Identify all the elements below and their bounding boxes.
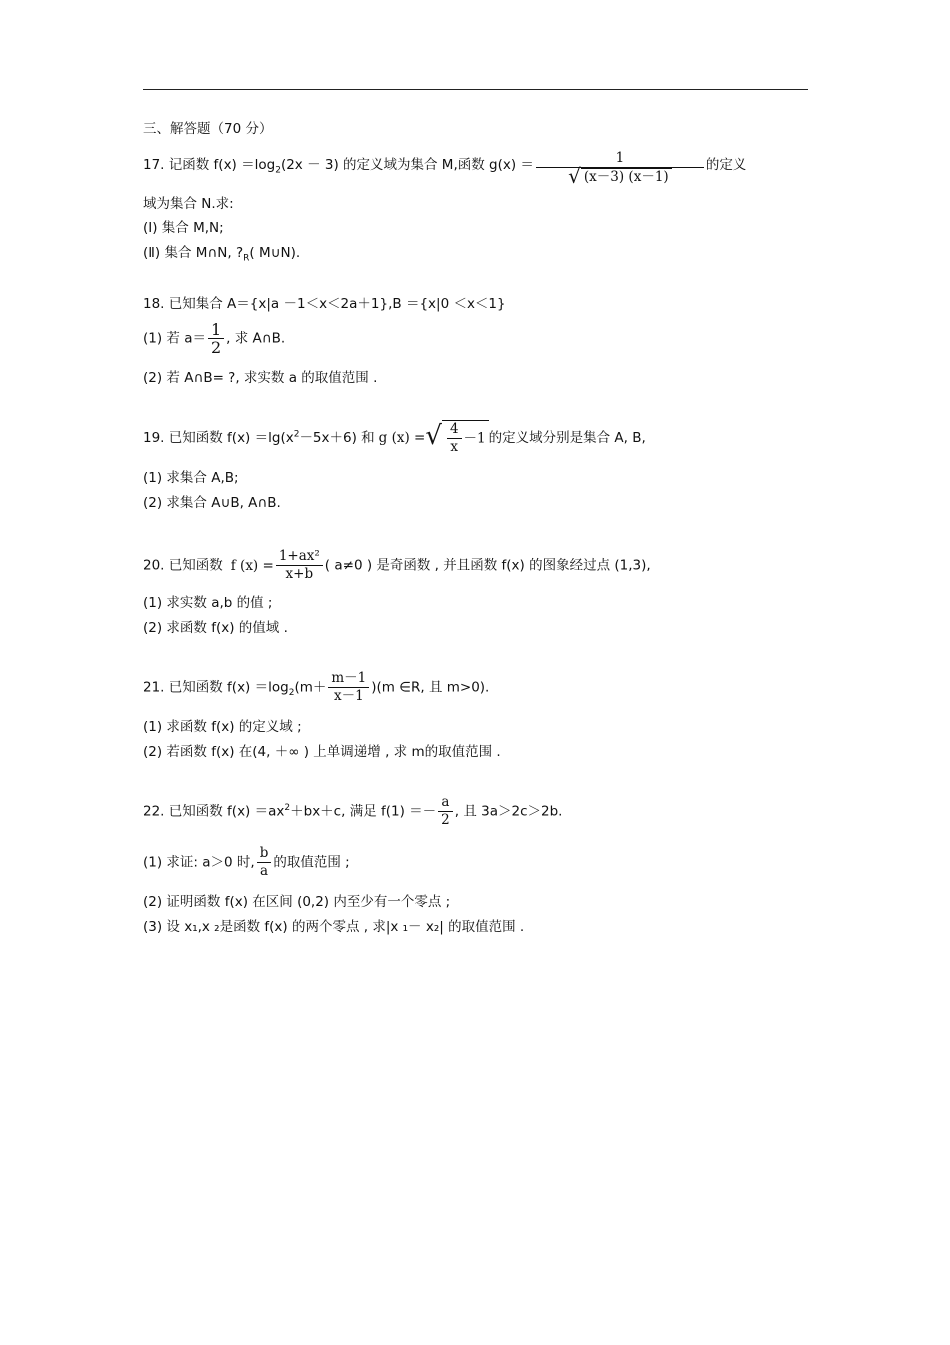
q21-part-1: (1) 求函数 f(x) 的定义域 ; [143, 719, 302, 735]
q19-stem-b: －5x＋6) 和 [299, 430, 375, 446]
q22-part-1-a: (1) 求证: a＞0 时, [143, 854, 255, 871]
q19-sqrt-tail: －1 [463, 430, 486, 447]
q17-part-2 [143, 244, 300, 268]
q20-stem [143, 548, 651, 583]
q17-part-1: (Ⅰ) 集合 M,N; [143, 220, 224, 236]
q21-frac-den: x－1 [333, 688, 364, 704]
q17-fraction [536, 150, 704, 186]
q19-part-1: (1) 求集合 A,B; [143, 470, 239, 486]
top-rule [143, 89, 808, 90]
q19-sqrt-body [442, 420, 489, 456]
q22-p1-frac-den: a [260, 863, 269, 879]
q21-log-base: 2 [288, 688, 295, 699]
q20-f-label: f (x) = [230, 557, 274, 574]
q22-frac-num: a [438, 794, 453, 812]
q17-part-2-a: (Ⅱ) 集合 M∩N, ? [143, 245, 244, 261]
q22-exp: 2 [284, 803, 291, 813]
q22-stem [143, 794, 562, 829]
q20-frac-den: x+b [285, 566, 314, 582]
q21-fraction [328, 670, 369, 705]
q18-part-1-b: , 求 A∩B. [226, 330, 286, 347]
q20-stem-a: 20. 已知函数 [143, 557, 223, 574]
q19-frac-num: 4 [447, 421, 462, 439]
q18-frac-den: 2 [210, 338, 222, 357]
q19-frac-den: x [450, 439, 459, 455]
q17-stem-d: 域为集合 N.求: [143, 196, 234, 212]
q17-stem-b: (2x － 3) 的定义域为集合 M,函数 g(x) ＝ [280, 157, 534, 173]
q17-part-2-b: ( M∪N). [249, 245, 301, 261]
q20-stem-b: ( a≠0 ) 是奇函数 , 并且函数 f(x) 的图象经过点 (1,3), [324, 557, 651, 574]
q22-frac-den: 2 [441, 812, 450, 828]
q22-p1-frac-num: b [257, 845, 272, 863]
q19-stem [143, 420, 646, 456]
q19-exp: 2 [293, 429, 300, 440]
q18-stem: 18. 已知集合 A＝{x|a －1＜x＜2a＋1},B ＝{x|0 ＜x＜1} [143, 296, 506, 312]
q18-fraction [208, 321, 224, 356]
q21-part-2: (2) 若函数 f(x) 在(4, ＋∞ ) 上单调递增 , 求 m的取值范围 . [143, 744, 501, 760]
q19-fraction [447, 421, 462, 456]
q22-fraction [438, 794, 453, 829]
q20-frac-num: 1+ax² [276, 548, 323, 566]
q22-part-1 [143, 845, 350, 880]
q22-stem-c: , 且 3a＞2c＞2b. [454, 803, 563, 820]
q18-part-1-a: (1) 若 a＝ [143, 330, 206, 347]
q22-part-1-b: 的取值范围 ; [273, 854, 350, 871]
q22-part-2: (2) 证明函数 f(x) 在区间 (0,2) 内至少有一个零点 ; [143, 894, 451, 910]
q21-stem-c: )(m ∈R, 且 m>0). [371, 679, 490, 696]
q18-part-1 [143, 321, 285, 356]
q21-frac-num: m－1 [328, 670, 369, 688]
sqrt-icon: √ [568, 164, 581, 188]
q17-stem [143, 150, 746, 186]
q17-frac-den [536, 164, 704, 188]
q17-frac-num: 1 [536, 150, 704, 168]
q20-part-1: (1) 求实数 a,b 的值 ; [143, 595, 273, 611]
q19-stem-a: 19. 已知函数 f(x) ＝lg(x [143, 430, 294, 446]
q17-part-2-sub: R [243, 253, 250, 264]
q20-part-2: (2) 求函数 f(x) 的值域 . [143, 620, 288, 636]
q22-stem-b: ＋bx＋c, 满足 f(1) ＝－ [290, 803, 437, 820]
q21-stem-a: 21. 已知函数 f(x) ＝log [143, 679, 289, 696]
q21-stem-b: (m＋ [294, 679, 327, 696]
q17-stem-c: 的定义 [705, 157, 747, 173]
q22-stem-a: 22. 已知函数 f(x) ＝ax [143, 803, 285, 820]
q17-stem-a: 17. 记函数 f(x) ＝log [143, 157, 276, 173]
q22-p1-fraction [257, 845, 272, 880]
q17-log-base: 2 [275, 165, 281, 176]
q19-part-2: (2) 求集合 A∪B, A∩B. [143, 495, 281, 511]
q18-part-2: (2) 若 A∩B= ?, 求实数 a 的取值范围 . [143, 370, 378, 386]
section-heading: 三、解答题（70 分） [143, 121, 273, 137]
q18-frac-num: 1 [208, 321, 224, 339]
q17-sqrt-body: (x－3) (x－1) [581, 168, 672, 186]
q21-stem [143, 670, 489, 705]
q19-g-label: g (x) = [378, 430, 426, 446]
q19-stem-c: 的定义域分别是集合 A, B, [488, 430, 646, 446]
q20-fraction [276, 548, 323, 583]
q22-part-3: (3) 设 x₁,x ₂是函数 f(x) 的两个零点 , 求|x ₁－ x₂| 的取值范围 . [143, 919, 525, 935]
sqrt-icon: √ [425, 421, 442, 451]
